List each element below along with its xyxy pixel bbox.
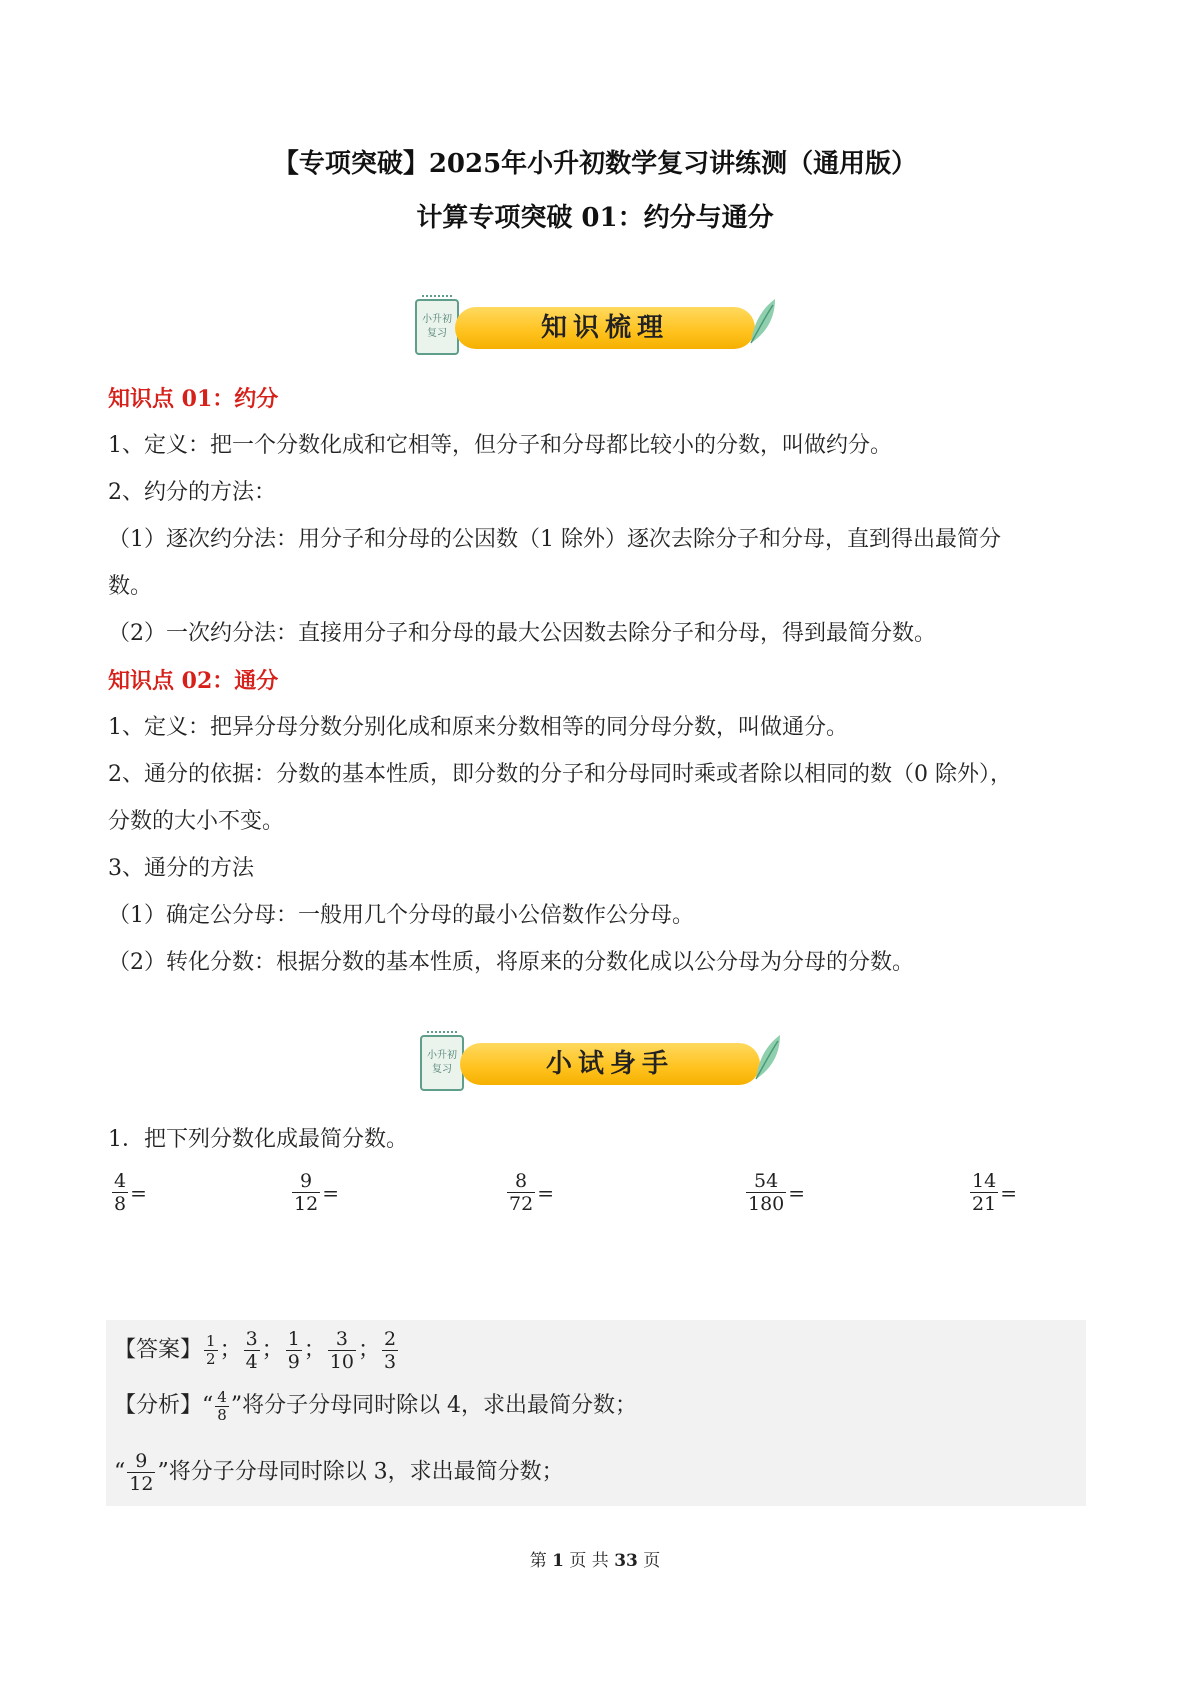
exercise-item-5 xyxy=(968,1170,1017,1215)
page-footer xyxy=(0,1546,1190,1571)
equals-sign: = xyxy=(1000,1180,1017,1205)
knowledge-line: 2、通分的依据：分数的基本性质，即分数的分子和分母同时乘或者除以相同的数（0 除外）， xyxy=(108,762,1012,787)
badge-line-2: 复习 xyxy=(432,1064,452,1075)
section-banner-practice xyxy=(420,1033,790,1095)
leaf-icon xyxy=(745,297,779,347)
numerator: 8 xyxy=(507,1170,535,1193)
exercise-item-3 xyxy=(505,1170,554,1215)
numerator: 3 xyxy=(328,1328,356,1351)
separator: ； xyxy=(219,1337,242,1363)
badge-line-1: 小升初 xyxy=(422,314,452,325)
analysis-line-2 xyxy=(114,1450,564,1495)
total-page-count: 33 xyxy=(614,1551,638,1571)
fraction xyxy=(507,1170,535,1215)
quote-close: ” xyxy=(230,1393,243,1418)
equals-sign: = xyxy=(322,1180,339,1205)
denominator: 12 xyxy=(294,1193,319,1215)
section-banner-knowledge xyxy=(415,297,785,359)
badge-line-2: 复习 xyxy=(427,328,447,339)
footer-suffix: 页 xyxy=(643,1551,661,1571)
review-notebook-icon xyxy=(415,299,459,355)
fraction xyxy=(746,1170,786,1215)
analysis-fraction xyxy=(127,1450,155,1495)
numerator: 1 xyxy=(206,1332,216,1350)
footer-mid: 页 共 xyxy=(569,1551,609,1571)
denominator: 10 xyxy=(329,1351,354,1373)
footer-prefix: 第 xyxy=(529,1551,547,1571)
answer-label: 【答案】 xyxy=(114,1337,203,1363)
knowledge-line: （1）逐次约分法：用分子和分母的公因数（1 除外）逐次去除分子和分母，直到得出最简分 xyxy=(108,527,1001,552)
separator: ； xyxy=(357,1337,380,1363)
exercise-question: 1．把下列分数化成最简分数。 xyxy=(108,1127,408,1152)
numerator: 4 xyxy=(114,1170,127,1192)
denominator: 9 xyxy=(287,1351,300,1373)
knowledge-line: 1、定义：把一个分数化成和它相等，但分子和分母都比较小的分数，叫做约分。 xyxy=(108,433,892,458)
denominator: 8 xyxy=(217,1405,227,1424)
answer-fraction xyxy=(204,1333,218,1368)
fraction xyxy=(112,1170,128,1215)
quote-close: ” xyxy=(157,1459,169,1485)
denominator: 21 xyxy=(972,1193,997,1215)
numerator: 14 xyxy=(972,1170,997,1192)
analysis-text: 将分子分母同时除以 4，求出最简分数； xyxy=(242,1393,638,1418)
numerator: 2 xyxy=(384,1328,397,1350)
knowledge-line: （1）确定公分母：一般用几个分母的最小公倍数作公分母。 xyxy=(108,903,694,928)
denominator: 8 xyxy=(114,1193,127,1215)
banner-label: 小试身手 xyxy=(460,1043,760,1085)
knowledge-line: 分数的大小不变。 xyxy=(108,809,285,834)
equals-sign: = xyxy=(537,1180,554,1205)
document-subtitle: 计算专项突破 01：约分与通分 xyxy=(416,203,774,233)
denominator: 2 xyxy=(206,1350,216,1368)
current-page-number: 1 xyxy=(552,1551,564,1571)
denominator: 72 xyxy=(509,1193,534,1215)
quote-open: “ xyxy=(202,1393,214,1418)
denominator: 12 xyxy=(129,1473,154,1495)
denominator: 180 xyxy=(748,1193,785,1215)
knowledge-point-2-title: 知识点 02：通分 xyxy=(108,668,279,694)
equals-sign: = xyxy=(130,1180,147,1205)
fraction xyxy=(292,1170,320,1215)
quote-open: “ xyxy=(114,1459,126,1485)
numerator: 9 xyxy=(292,1170,320,1193)
answer-fraction xyxy=(382,1328,398,1373)
numerator: 54 xyxy=(746,1170,786,1193)
review-notebook-icon xyxy=(420,1035,464,1091)
separator: ； xyxy=(261,1337,284,1363)
knowledge-line: 数。 xyxy=(108,574,153,599)
answer-line xyxy=(114,1328,400,1373)
answer-fraction xyxy=(328,1328,356,1373)
exercise-item-1 xyxy=(110,1170,147,1215)
denominator: 4 xyxy=(245,1351,258,1373)
numerator: 9 xyxy=(127,1450,155,1473)
exercise-item-2 xyxy=(290,1170,339,1215)
equals-sign: = xyxy=(788,1180,806,1205)
analysis-line-1 xyxy=(114,1388,637,1424)
answer-fraction xyxy=(244,1328,260,1373)
knowledge-line: 3、通分的方法 xyxy=(108,856,254,881)
exercise-item-4 xyxy=(744,1170,805,1215)
knowledge-line: 2、约分的方法： xyxy=(108,480,276,505)
knowledge-point-1-title: 知识点 01：约分 xyxy=(108,386,279,412)
numerator: 4 xyxy=(217,1387,227,1406)
separator: ； xyxy=(303,1337,326,1363)
denominator: 3 xyxy=(384,1351,397,1373)
analysis-label: 【分析】 xyxy=(114,1393,203,1418)
knowledge-line: 1、定义：把异分母分数分别化成和原来分数相等的同分母分数，叫做通分。 xyxy=(108,715,848,740)
fraction xyxy=(970,1170,998,1215)
knowledge-line: （2）转化分数：根据分数的基本性质，将原来的分数化成以公分母为分母的分数。 xyxy=(108,950,914,975)
analysis-fraction xyxy=(215,1389,229,1424)
numerator: 1 xyxy=(287,1328,300,1350)
document-title: 【专项突破】2025年小升初数学复习讲练测（通用版） xyxy=(272,149,918,179)
banner-label: 知识梳理 xyxy=(455,307,755,349)
analysis-text: 将分子分母同时除以 3，求出最简分数； xyxy=(168,1459,564,1485)
numerator: 3 xyxy=(245,1328,258,1350)
leaf-icon xyxy=(750,1033,784,1083)
answer-box xyxy=(106,1320,1086,1506)
answer-fraction xyxy=(286,1328,302,1373)
badge-line-1: 小升初 xyxy=(427,1050,457,1061)
knowledge-line: （2）一次约分法：直接用分子和分母的最大公因数去除分子和分母，得到最简分数。 xyxy=(108,621,936,646)
